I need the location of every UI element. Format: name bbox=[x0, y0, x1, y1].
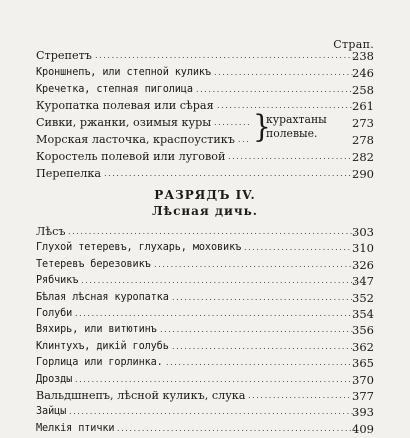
toc-part2-entry bbox=[36, 322, 374, 338]
leader-dots: ................................................................... bbox=[81, 276, 359, 286]
entry-title: Перепелка bbox=[36, 166, 102, 180]
entry-page-number: 370 bbox=[352, 372, 374, 387]
entry-page-number: 365 bbox=[352, 356, 374, 371]
toc-part1-entry bbox=[36, 48, 374, 64]
entry-page-number: 409 bbox=[352, 421, 374, 436]
toc-part1-entry bbox=[36, 65, 374, 81]
toc-part2-entry bbox=[36, 372, 374, 388]
toc-part2-entry bbox=[36, 290, 374, 306]
entry-page-number: 246 bbox=[352, 65, 374, 80]
entry-title: Кречетка, степная пиголица bbox=[36, 83, 193, 95]
entry-title: Лѣсъ bbox=[36, 225, 66, 238]
entry-title: Мелкiя птички bbox=[36, 422, 115, 434]
leader-dots: .............................. bbox=[228, 151, 353, 161]
leader-dots: ..................................................................... bbox=[75, 374, 361, 384]
toc-part2-entry bbox=[36, 339, 374, 355]
entry-page-number: 352 bbox=[352, 290, 374, 305]
leader-dots: ................................. bbox=[217, 101, 354, 111]
leader-dots: ..................................................................... bbox=[75, 309, 361, 318]
curly-brace-icon: } bbox=[253, 108, 271, 145]
entry-title: Голуби bbox=[36, 308, 73, 319]
leader-dots: ...................................... bbox=[196, 84, 354, 94]
entry-title: Кроншнепъ, или степной куликъ bbox=[36, 66, 211, 78]
entry-title: Бѣлая лѣсная куропатка bbox=[36, 291, 169, 303]
entry-title: Вяхирь, или витютинъ bbox=[36, 324, 157, 336]
leader-dots: .......................................................... bbox=[117, 423, 358, 433]
entry-page-number: 356 bbox=[352, 323, 374, 338]
entry-title: Сивки, ржанки, озимыя куры bbox=[36, 116, 212, 130]
toc-part2-entry bbox=[36, 421, 374, 437]
section-subheading: Лѣсная дичь. bbox=[152, 203, 258, 218]
leader-dots: ................................................. bbox=[154, 259, 358, 269]
entry-page-number: 362 bbox=[352, 339, 374, 354]
leader-dots: .................................. bbox=[214, 67, 355, 77]
entry-title: Клинтухъ, дикiй голубь bbox=[36, 340, 169, 352]
entry-title: Рябчикъ bbox=[36, 275, 79, 287]
toc-part2-entry bbox=[36, 273, 374, 289]
entry-page-number: 347 bbox=[352, 274, 374, 289]
page-column-header: Страп. bbox=[333, 38, 374, 51]
entry-page-number: 261 bbox=[352, 99, 374, 114]
entry-page-number: 238 bbox=[352, 49, 374, 63]
entry-title: Коростель полевой или луговой bbox=[36, 149, 226, 163]
entry-title: Тетеревъ березовикъ bbox=[36, 258, 151, 270]
entry-page-number: 326 bbox=[352, 257, 374, 272]
entry-title: Глухой тетеревъ, глухарь, моховикъ bbox=[36, 242, 242, 254]
leader-dots: ............................................ bbox=[172, 292, 355, 302]
entry-page-number: 310 bbox=[352, 241, 374, 256]
toc-part2-entry bbox=[36, 306, 374, 322]
leader-dots: ............................................................. bbox=[104, 168, 357, 178]
brace-label-line-1: кураxтаны bbox=[266, 113, 327, 127]
toc-part2-entry bbox=[36, 257, 374, 273]
entry-page-number: 393 bbox=[352, 405, 374, 420]
toc-part1-entry bbox=[36, 98, 374, 114]
leader-dots: ............................................... bbox=[160, 325, 355, 335]
entry-title: Дрозды bbox=[36, 373, 73, 385]
entry-page-number: 354 bbox=[352, 307, 374, 321]
leader-dots: ......................... bbox=[248, 391, 352, 400]
entry-page-number: 377 bbox=[352, 389, 374, 403]
leader-dots: ... bbox=[238, 135, 251, 144]
toc-part1-entry bbox=[36, 149, 374, 165]
entry-title: Куропатка полевая или сѣрая bbox=[36, 99, 214, 113]
entry-page-number: 258 bbox=[352, 82, 374, 97]
entry-title: Стрепетъ bbox=[36, 49, 92, 62]
leader-dots: ................................................................ bbox=[95, 51, 361, 60]
toc-part1-entry bbox=[36, 82, 374, 98]
entry-page-number: 303 bbox=[352, 225, 374, 239]
leader-dots: ...................................................................... bbox=[69, 407, 360, 417]
leader-dots: ............................................ bbox=[172, 341, 355, 351]
leader-dots: ......... bbox=[214, 118, 252, 128]
toc-part2-entry bbox=[36, 355, 374, 371]
toc-part2-entry bbox=[36, 388, 374, 404]
toc-part1-entry bbox=[36, 166, 374, 182]
toc-part2-entry bbox=[36, 224, 374, 240]
entry-title: Вальдшнепъ, лѣсной куликъ, слука bbox=[36, 389, 246, 402]
entry-title: Горлица или горлинка. bbox=[36, 357, 163, 369]
section-heading-main: РАЗРЯДЪ IV. bbox=[154, 187, 256, 202]
toc-part2-entry bbox=[36, 404, 374, 420]
entry-page-number: 282 bbox=[352, 149, 374, 164]
entry-title: Морская ласточка, краспоустикъ bbox=[36, 133, 235, 146]
entry-title: Зайцы bbox=[36, 406, 67, 418]
brace-label-line-2: полевые. bbox=[266, 127, 318, 141]
entry-page-number: 290 bbox=[352, 166, 374, 181]
leader-dots: .......................... bbox=[244, 243, 352, 253]
leader-dots: .............................................. bbox=[166, 358, 357, 368]
entry-page-number: 278 bbox=[352, 133, 374, 147]
page-top-rule bbox=[165, 0, 285, 7]
entry-page-number: 273 bbox=[352, 116, 374, 131]
toc-part2-entry bbox=[36, 240, 374, 256]
leader-dots: ...................................................................... bbox=[68, 227, 359, 236]
toc-part1-entry bbox=[36, 132, 374, 148]
